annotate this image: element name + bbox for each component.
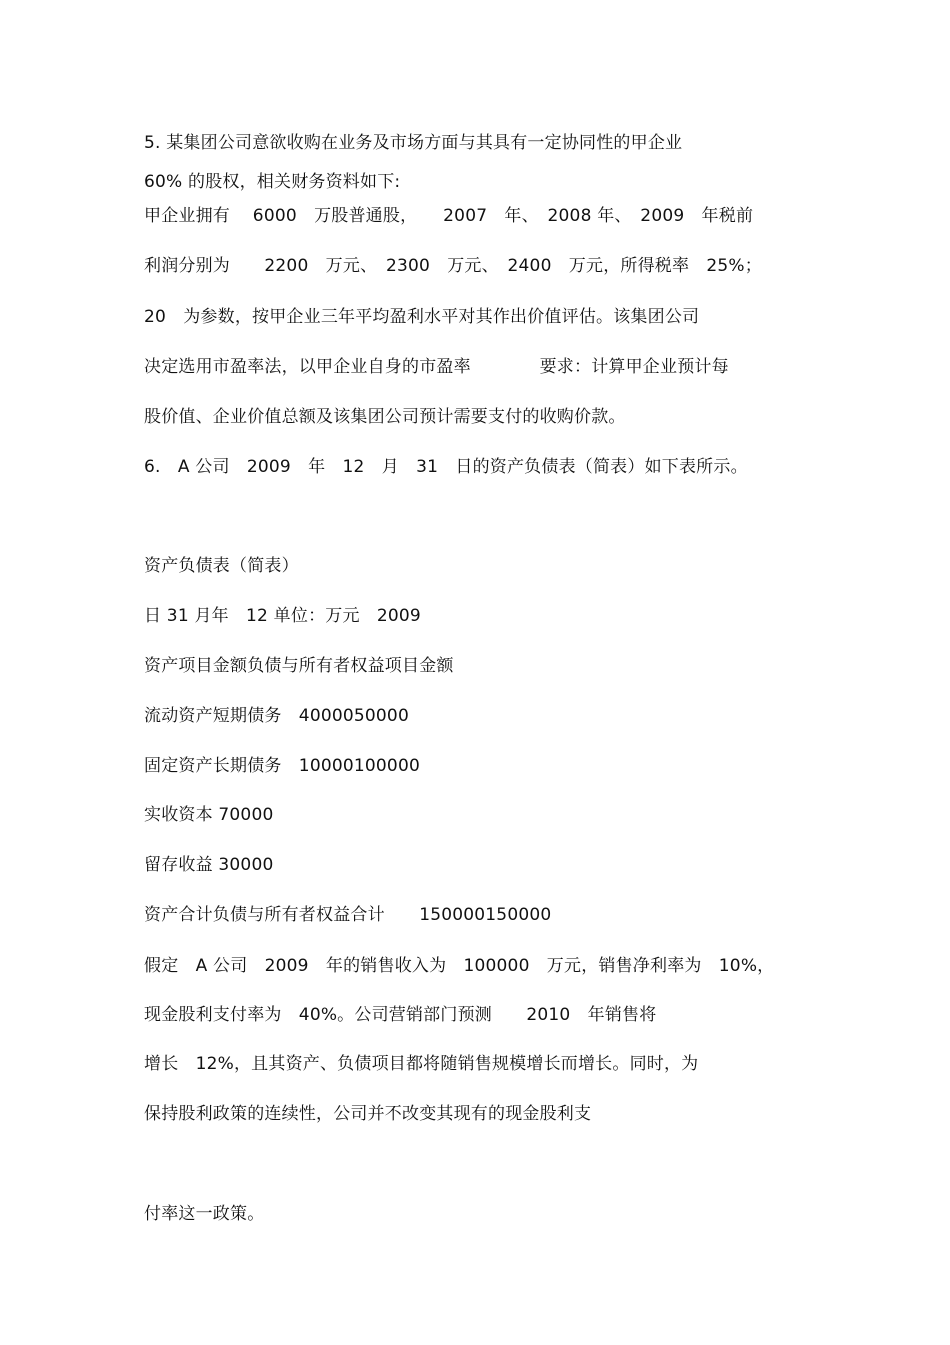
balance-sheet-row-fixed: 固定资产长期债务 10000100000 [144, 756, 420, 776]
balance-sheet-row-capital: 实收资本 70000 [144, 805, 274, 825]
text-line-assumption-sales: 假定 A 公司 2009 年的销售收入为 100000 万元，销售净利率为 10%， [144, 956, 775, 976]
text-line-equity-share: 60% 的股权，相关财务资料如下: [144, 172, 401, 192]
text-line-parameter: 20 为参数，按甲企业三年平均盈利水平对其作出价值评估。该集团公司 [144, 307, 700, 327]
text-line-pe-method: 决定选用市盈率法，以甲企业自身的市盈率 要求：计算甲企业预计每 [144, 357, 729, 377]
balance-sheet-row-total: 资产合计负债与所有者权益合计 150000150000 [144, 905, 552, 925]
text-line-q6-intro: 6. A 公司 2009 年 12 月 31 日的资产负债表（简表）如下表所示。 [144, 457, 748, 477]
balance-sheet-date-unit: 日 31 月年 12 单位：万元 2009 [144, 606, 421, 626]
balance-sheet-header: 资产项目金额负债与所有者权益项目金额 [144, 656, 454, 676]
balance-sheet-row-current: 流动资产短期债务 4000050000 [144, 706, 409, 726]
balance-sheet-row-retained: 留存收益 30000 [144, 855, 274, 875]
balance-sheet-title: 资产负债表（简表） [144, 556, 299, 576]
text-line-shares-years: 甲企业拥有 6000 万股普通股， 2007 年、 2008 年、 2009 年税前 [144, 206, 754, 226]
text-line-requirement: 股价值、企业价值总额及该集团公司预计需要支付的收购价款。 [144, 407, 626, 427]
text-line-dividend-forecast: 现金股利支付率为 40%。公司营销部门预测 2010 年销售将 [144, 1005, 657, 1025]
text-line-policy: 保持股利政策的连续性，公司并不改变其现有的现金股利支 [144, 1104, 592, 1124]
text-line-growth: 增长 12%，且其资产、负债项目都将随销售规模增长而增长。同时，为 [144, 1054, 699, 1074]
text-line-profits-tax: 利润分别为 2200 万元、 2300 万元、 2400 万元，所得税率 25%； [144, 256, 762, 276]
text-line-policy-end: 付率这一政策。 [144, 1204, 265, 1224]
text-line-q5-intro: 5. 某集团公司意欲收购在业务及市场方面与其具有一定协同性的甲企业 [144, 133, 683, 153]
